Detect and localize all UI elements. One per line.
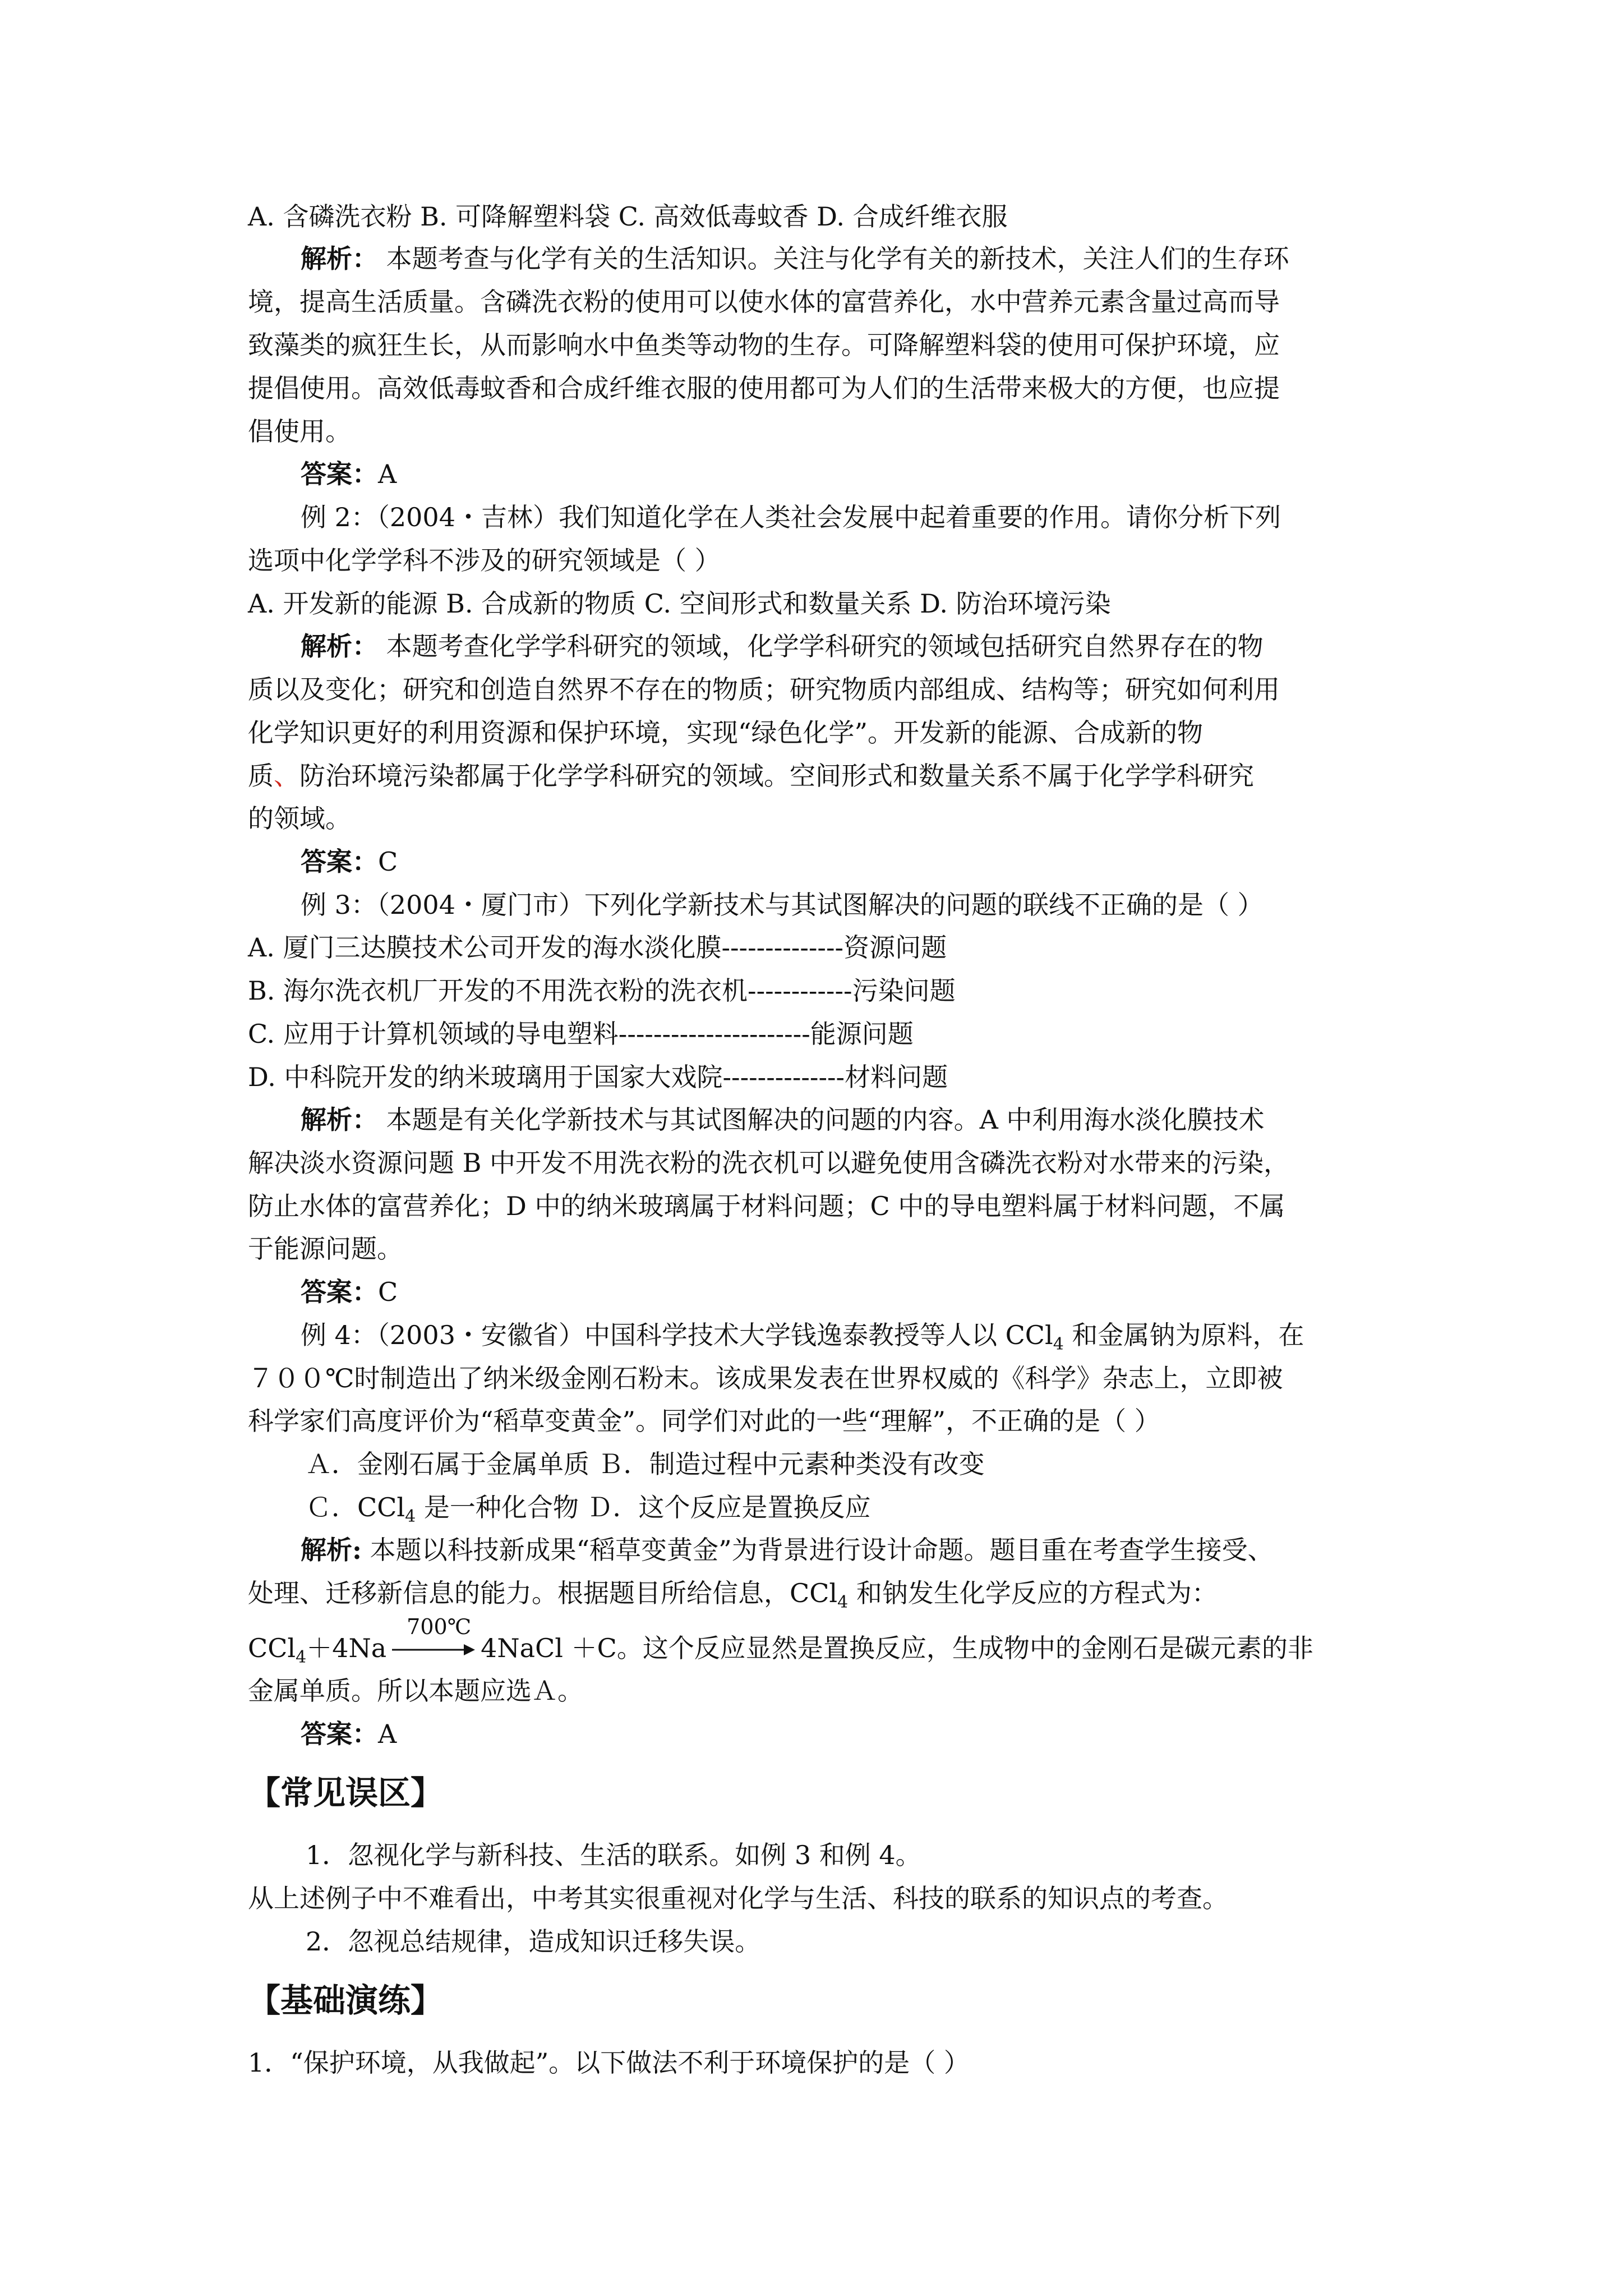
answer-label: 答案： <box>301 1719 378 1749</box>
section-title-basic-practice: 【基础演练】 <box>248 1981 444 2019</box>
analysis-line <box>248 763 1254 789</box>
answer-value: C <box>378 1277 398 1307</box>
reaction-condition: 700℃ <box>407 1614 472 1639</box>
example2-question: 选项中化学学科不涉及的研究领域是（ ） <box>248 545 721 576</box>
example3-option: C. 应用于计算机领域的导电塑料----------------------能源问题 <box>248 1019 914 1049</box>
analysis-text: 防治环境污染都属于化学学科研究的领域。空间形式和数量关系不属于化学学科研究 <box>299 761 1254 791</box>
analysis-label: 解析： <box>301 1105 378 1135</box>
practice-question: 1．“保护环境，从我做起”。以下做法不利于环境保护的是（ ） <box>248 2047 970 2078</box>
analysis-label: 解析： <box>301 243 378 274</box>
analysis-line: 金属单质。所以本题应选Ａ。 <box>248 1676 583 1706</box>
answer-value: A <box>378 459 397 489</box>
subscript: 4 <box>405 1507 416 1526</box>
question-text: 和金属钠为原料，在 <box>1063 1320 1304 1350</box>
analysis-line: 的领域。 <box>248 803 351 834</box>
answer-line <box>301 1279 398 1305</box>
reaction-arrow <box>391 1614 476 1661</box>
example4-question <box>301 1322 1304 1353</box>
reactant: ＋4Na <box>306 1633 387 1663</box>
question-text: 例 4：（2003・安徽省）中国科学技术大学钱逸泰教授等人以 CCl <box>301 1320 1053 1350</box>
analysis-line: 解决淡水资源问题 B 中开发不用洗衣粉的洗衣机可以避免使用含磷洗衣粉对水带来的污染， <box>248 1148 1290 1178</box>
section-title-common-errors: 【常见误区】 <box>248 1774 444 1812</box>
arrow-icon <box>391 1637 476 1660</box>
example4-question: ７００℃时制造出了纳米级金刚石粉末。该成果发表在世界权威的《科学》杂志上，立即被 <box>248 1363 1283 1393</box>
example1-options: A. 含磷洗衣粉 B. 可降解塑料袋 C. 高效低毒蚊香 D. 合成纤维衣服 <box>248 201 1008 232</box>
analysis-line: 质以及变化；研究和创造自然界不存在的物质；研究物质内部组成、结构等；研究如何利用 <box>248 674 1280 705</box>
example3-option: A. 厦门三达膜技术公司开发的海水淡化膜--------------资源问题 <box>248 932 947 963</box>
analysis-line: 致藻类的疯狂生长，从而影响水中鱼类等动物的生存。可降解塑料袋的使用可保护环境，应 <box>248 330 1280 360</box>
answer-line <box>301 461 396 487</box>
answer-label: 答案： <box>301 459 378 489</box>
analysis-label: 解析： <box>301 631 378 661</box>
analysis-line <box>248 1580 1218 1611</box>
analysis-line <box>301 243 1289 274</box>
analysis-text: 本题考查与化学有关的生活知识。关注与化学有关的新技术，关注人们的生存环 <box>378 243 1289 274</box>
analysis-line: 防止水体的富营养化；D 中的纳米玻璃属于材料问题；C 中的导电塑料属于材料问题，不属 <box>248 1191 1285 1221</box>
subscript: 4 <box>837 1593 849 1612</box>
example4-options: Ａ．金刚石属于金属单质 Ｂ．制造过程中元素种类没有改变 <box>306 1449 985 1479</box>
answer-label: 答案： <box>301 1277 378 1307</box>
red-punctuation: 、 <box>274 761 299 791</box>
common-error-item: 2．忽视总结规律，造成知识迁移失误。 <box>306 1926 761 1957</box>
example3-option: D. 中科院开发的纳米玻璃用于国家大戏院--------------材料问题 <box>248 1062 948 1092</box>
common-error-item: 1．忽视化学与新科技、生活的联系。如例 3 和例 4。 <box>306 1840 921 1870</box>
analysis-line: 境，提高生活质量。含磷洗衣粉的使用可以使水体的富营养化，水中营养元素含量过高而导 <box>248 287 1280 317</box>
reactant: CCl <box>248 1633 296 1663</box>
analysis-text: 处理、迁移新信息的能力。根据题目所给信息，CCl <box>248 1578 838 1608</box>
answer-label: 答案： <box>301 846 378 877</box>
common-error-item: 从上述例子中不难看出，中考其实很重视对化学与生活、科技的联系的知识点的考查。 <box>248 1883 1228 1913</box>
analysis-text: 本题以科技新成果“稻草变黄金”为背景进行设计命题。题目重在考查学生接受、 <box>361 1535 1274 1565</box>
example4-question: 科学家们高度评价为“稻草变黄金”。同学们对此的一些“理解”，不正确的是（ ） <box>248 1406 1160 1436</box>
answer-line <box>301 846 398 877</box>
analysis-line <box>301 633 1264 659</box>
answer-value: C <box>378 846 398 877</box>
analysis-line: 化学知识更好的利用资源和保护环境，实现“绿色化学”。开发新的能源、合成新的物 <box>248 717 1204 748</box>
product-text: 4NaCl ＋C。这个反应显然是置换反应，生成物中的金刚石是碳元素的非 <box>481 1633 1313 1663</box>
analysis-text: 质 <box>248 761 274 791</box>
analysis-line: 倡使用。 <box>248 416 351 447</box>
option-text: Ｃ．CCl <box>306 1492 405 1522</box>
example4-options <box>306 1494 870 1525</box>
analysis-line: 于能源问题。 <box>248 1234 403 1264</box>
analysis-text: 和钠发生化学反应的方程式为： <box>848 1578 1218 1608</box>
analysis-line <box>301 1107 1264 1133</box>
analysis-label: 解析: <box>301 1535 362 1565</box>
option-text: 是一种化合物 Ｄ．这个反应是置换反应 <box>416 1492 871 1522</box>
example3-question: 例 3：（2004・厦门市）下列化学新技术与其试图解决的问题的联线不正确的是（ ） <box>301 890 1264 920</box>
answer-value: A <box>378 1719 397 1749</box>
analysis-line: 提倡使用。高效低毒蚊香和合成纤维衣服的使用都可为人们的生活带来极大的方便，也应提 <box>248 373 1280 403</box>
example2-options: A. 开发新的能源 B. 合成新的物质 C. 空间形式和数量关系 D. 防治环境污染 <box>248 588 1111 619</box>
reaction-equation <box>248 1614 1313 1667</box>
analysis-line <box>301 1537 1274 1563</box>
answer-line <box>301 1721 396 1747</box>
subscript: 4 <box>1053 1335 1064 1354</box>
example2-question: 例 2：（2004・吉林）我们知道化学在人类社会发展中起着重要的作用。请你分析下列 <box>301 502 1281 532</box>
subscript: 4 <box>296 1648 307 1667</box>
analysis-text: 本题是有关化学新技术与其试图解决的问题的内容。A 中利用海水淡化膜技术 <box>378 1105 1265 1135</box>
example3-option: B. 海尔洗衣机厂开发的不用洗衣粉的洗衣机------------污染问题 <box>248 976 956 1006</box>
analysis-text: 本题考查化学学科研究的领域，化学学科研究的领域包括研究自然界存在的物 <box>378 631 1264 661</box>
